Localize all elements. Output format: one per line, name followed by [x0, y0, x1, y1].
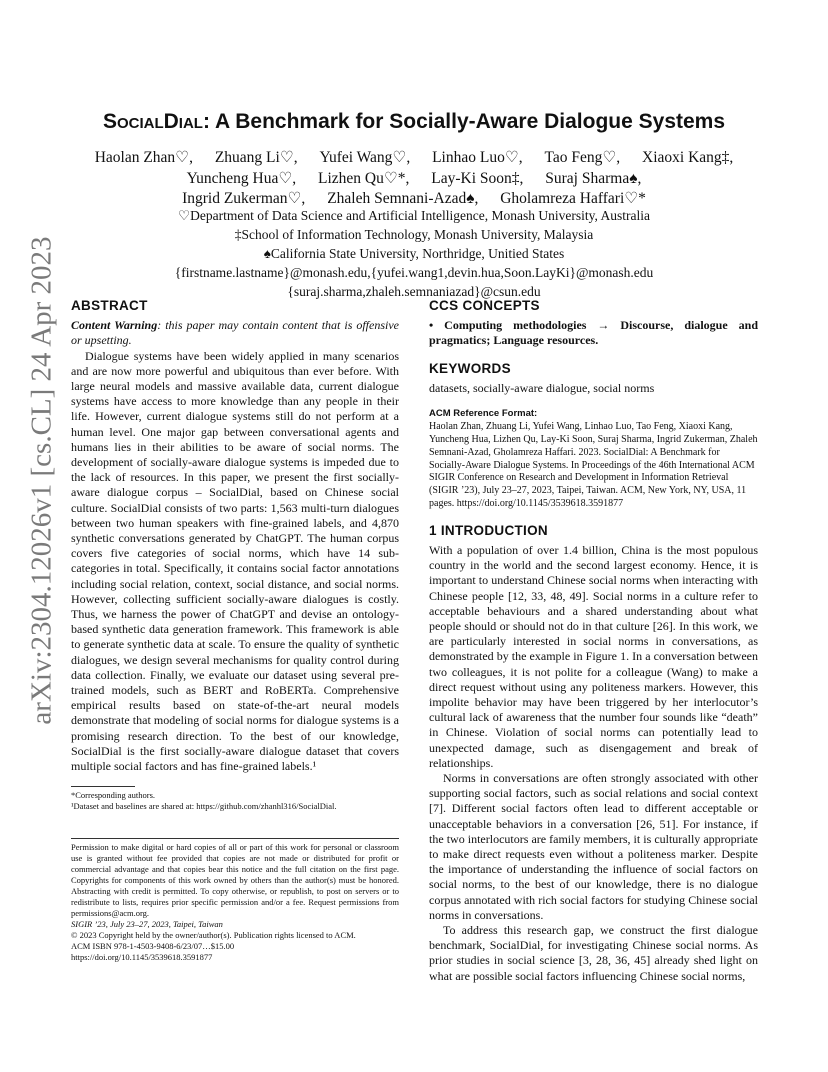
- author: Zhaleh Semnani-Azad♠,: [327, 190, 479, 207]
- footnote: ¹Dataset and baselines are shared at: https://github.com/zhanhl316/SocialDial.: [71, 801, 337, 812]
- author: Suraj Sharma♠,: [545, 169, 642, 187]
- warning-text: : this paper may contain content that is offensive or upsetting.: [71, 318, 399, 348]
- author-list: [80, 148, 748, 210]
- email-line: {suraj.sharma,zhaleh.semnaniazad}@csun.edu: [287, 284, 541, 299]
- author: Ingrid Zukerman♡,: [182, 190, 306, 207]
- copyright-line: © 2023 Copyright held by the owner/author(s). Publication rights licensed to ACM.: [71, 930, 356, 941]
- venue-line: SIGIR ’23, July 23–27, 2023, Taipei, Taiwan: [71, 919, 223, 930]
- intro-paragraph: To address this research gap, we construct the first dialogue benchmark, SocialDial, for investigating Chinese social norms. As prior studies in social science [3, 28, 36, 45] already shed light on what are possible social factors influencing Chinese social norms,: [429, 923, 758, 983]
- author: Gholamreza Haffari♡*: [500, 190, 646, 207]
- reference-format-heading: ACM Reference Format:: [429, 408, 538, 420]
- keywords-text: datasets, socially-aware dialogue, social norms: [429, 380, 655, 395]
- author: Yuncheng Hua♡,: [186, 169, 297, 187]
- abstract-body: Dialogue systems have been widely applied in many scenarios and are now more powerful and ubiquitous than ever before. With large neural models and massive available data, current dialogue systems have access to more knowledge than any people in their life. However, current dialogue systems still do not perform at a human level. One major gap between conversational agents and humans lies in their abilities to be aware of social norms. The development of socially-aware dialogue systems is impeded due to the lack of resources. In this paper, we present the first socially-aware dialogue corpus – SocialDial, based on Chinese social culture. SocialDial consists of two parts: 1,563 multi-turn dialogues between two human speakers with fine-grained labels, and 4,870 synthetic conversations generated by ChatGPT. The human corpus covers five categories of social norms, which have 14 sub-categories in total. Specifically, it contains social factor annotations including social relation, context, social distance, and social norms. However, collecting sufficient socially-aware dialogues is costly. Thus, we harness the power of ChatGPT and devise an ontology-based synthetic data generation framework. This framework is able to generate synthetic data at scale. To ensure the quality of synthetic dialogues, we design several mechanisms for quality control during data collection. Finally, we evaluate our dataset using several pre-trained models, such as BERT and RoBERTa. Comprehensive empirical results based on state-of-the-art neural models demonstrate that modeling of social norms for dialogue systems is a promising research direction. To the best of our knowledge, SocialDial is the first socially-aware dialogue dataset that covers multiple social factors and has fine-grained labels.¹: [71, 348, 399, 774]
- permission-text: Permission to make digital or hard copies of all or part of this work for personal or classroom use is granted without fee provided that copies are not made or distributed for profit or commercial advantage and that copies bear this notice and the full citation on the first page. Copyrights for components of this work owned by others than the author(s) must be honored. Abstracting with credit is permitted. To copy otherwise, or republish, to post on servers or to redistribute to lists, requires prior specific permission and/or a fee. Request permissions from permissions@acm.org.: [71, 842, 399, 919]
- keywords-heading: KEYWORDS: [429, 360, 511, 376]
- author: Linhao Luo♡,: [432, 149, 523, 166]
- intro-paragraph: With a population of over 1.4 billion, China is the most populous country in the world and the second largest economy. Hence, it is important to understand Chinese social norms when interacting with Chinese people [12, 33, 48, 49]. Social norms in a culture refer to acceptable behaviours and a shared understanding about what people should or should not do in that culture [26]. In this work, we are particularly interested in social norms in conversations, as demonstrated by the example in Figure 1. In a conversation between two colleagues, it is not polite for a colleague (Wang) to make a direct request without using any politeness markers. However, this impolite behavior may have been triggered by her interlocutor’s cultural lack of awareness that the number four sounds like “death” in Chinese. Violation of social norms can potentially lead to unexpected damage, such as disengagement and break of relationships.: [429, 543, 758, 770]
- author: Lizhen Qu♡*,: [318, 169, 410, 187]
- permission-block: [71, 838, 399, 963]
- ccs-heading: CCS CONCEPTS: [429, 298, 540, 313]
- doi-line: https://doi.org/10.1145/3539618.3591877: [71, 952, 213, 963]
- abstract-heading: ABSTRACT: [71, 298, 148, 313]
- footnote-rule: [71, 786, 135, 787]
- right-column: [429, 298, 758, 984]
- author-row: [80, 148, 748, 169]
- affiliation: ‡School of Information Technology, Monash University, Malaysia: [234, 227, 594, 242]
- author: Xiaoxi Kang‡,: [642, 149, 734, 166]
- author: Lay-Ki Soon‡,: [431, 169, 524, 187]
- permission-rule: [71, 838, 399, 839]
- arxiv-stamp: [20, 235, 64, 725]
- affiliations: [80, 206, 748, 301]
- intro-paragraph: Norms in conversations are often strongly associated with other supporting social factors, such as social relations and social context [7]. Different social factors often lead to different acceptable or unacceptable behaviors in a conversation [26, 51]. For instance, if the two interlocutors are family members, it is culturally appropriate to make direct requests even without a politeness marker. Despite the importance of understanding the influence of social factors on social norms, to the best of our knowledge, there is no dialogue corpus annotated with rich social factors for studying Chinese social norms in conversations.: [429, 771, 758, 922]
- author: Haolan Zhan♡,: [94, 149, 193, 166]
- content-warning: [71, 318, 399, 348]
- author: Yufei Wang♡,: [319, 149, 411, 166]
- author: Zhuang Li♡,: [214, 149, 298, 166]
- arxiv-id: arXiv:2304.12026v1 [cs.CL] 24 Apr 2023: [25, 235, 58, 725]
- isbn-line: ACM ISBN 978-1-4503-9408-6/23/07…$15.00: [71, 941, 235, 952]
- warning-label: Content Warning: [71, 318, 158, 333]
- affiliation: ♠California State University, Northridge, Unitied States: [263, 246, 565, 261]
- affiliation: ♡Department of Data Science and Artificial Intelligence, Monash University, Australia: [178, 208, 650, 223]
- reference-format-text: Haolan Zhan, Zhuang Li, Yufei Wang, Linhao Luo, Tao Feng, Xiaoxi Kang, Yuncheng Hua, Lizhen Qu, Lay-Ki Soon, Suraj Sharma, Ingrid Zukerman, Zhaleh Semnani-Azad, Gholamreza Haffari. 2023. SocialDial: A Benchmark for Socially-Aware Dialogue Systems. In Proceedings of the 46th International ACM SIGIR Conference on Research and Development in Information Retrieval (SIGIR ’23), July 23–27, 2023, Taipei, Taiwan. ACM, New York, NY, USA, 11 pages. https://doi.org/10.1145/3539618.3591877: [429, 421, 758, 509]
- title-name: SocialDial: [102, 110, 203, 133]
- email-line: {firstname.lastname}@monash.edu,{yufei.wang1,devin.hua,Soon.LayKi}@monash.edu: [174, 265, 654, 280]
- ccs-concepts: • Computing methodologies → Discourse, dialogue and pragmatics; Language resources.: [429, 318, 758, 348]
- paper-title: [60, 110, 768, 134]
- introduction-heading: 1 INTRODUCTION: [429, 522, 548, 538]
- footnote: *Corresponding authors.: [71, 790, 156, 801]
- title-rest: : A Benchmark for Socially-Aware Dialogue Systems: [202, 110, 726, 133]
- author-row: [80, 169, 748, 190]
- left-column: [71, 298, 399, 963]
- footnotes: [71, 786, 399, 812]
- author: Tao Feng♡,: [544, 149, 621, 166]
